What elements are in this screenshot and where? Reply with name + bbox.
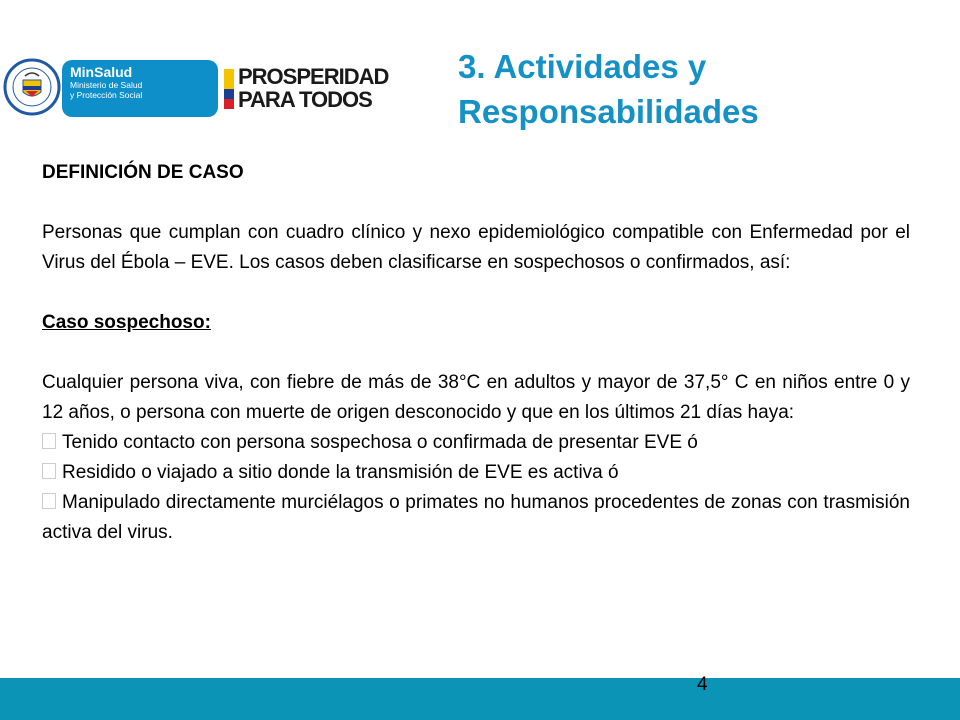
title-line-2: Responsabilidades — [458, 93, 759, 130]
slogan-line-2: PARA TODOS — [238, 87, 372, 112]
list-item — [42, 428, 910, 458]
page-number: 4 — [697, 674, 708, 695]
section-heading: DEFINICIÓN DE CASO — [42, 162, 244, 183]
intro-paragraph: Personas que cumplan con cuadro clínico y nexo epidemiológico compatible con Enfermedad por el Virus del Ébola – EVE. Los casos deben clasificarse en sospechosos o confirmados, así: — [42, 222, 910, 273]
colombia-flag-icon — [224, 69, 234, 109]
bullet-icon — [42, 463, 56, 479]
ministry-line-1: Ministerio de Salud — [70, 80, 143, 90]
slide-title — [458, 44, 948, 134]
title-line-1: 3. Actividades y — [458, 48, 707, 85]
description-paragraph: Cualquier persona viva, con fiebre de más de 38°C en adultos y mayor de 37,5° C en niños entre 0 y 12 años, o persona con muerte de origen desconocido y que en los últimos 21 días haya: — [42, 372, 910, 423]
slogan-line-1: PROSPERIDAD — [238, 64, 389, 89]
subheading-text: Caso sospechoso: — [42, 312, 211, 333]
ministry-brand: MinSalud — [70, 64, 133, 80]
bullet-icon — [42, 493, 56, 509]
bullet-text-1: Tenido contacto con persona sospechosa o confirmada de presentar EVE ó — [62, 432, 698, 453]
list-item — [42, 458, 910, 488]
ministry-line-2: y Protección Social — [70, 90, 143, 100]
minsalud-logo — [62, 60, 218, 117]
footer-bar — [0, 678, 960, 720]
colombia-seal-icon — [3, 58, 61, 116]
bullet-icon — [42, 433, 56, 449]
slide-content — [42, 158, 910, 548]
bullet-text-2: Residido o viajado a sitio donde la transmisión de EVE es activa ó — [62, 462, 619, 483]
prosperidad-logo — [224, 65, 404, 115]
subheading — [42, 308, 910, 338]
bullet-text-3: Manipulado directamente murciélagos o primates no humanos procedentes de zonas con trasmisión activa del virus. — [42, 492, 910, 543]
list-item — [42, 488, 910, 548]
slogan-text — [238, 65, 388, 111]
